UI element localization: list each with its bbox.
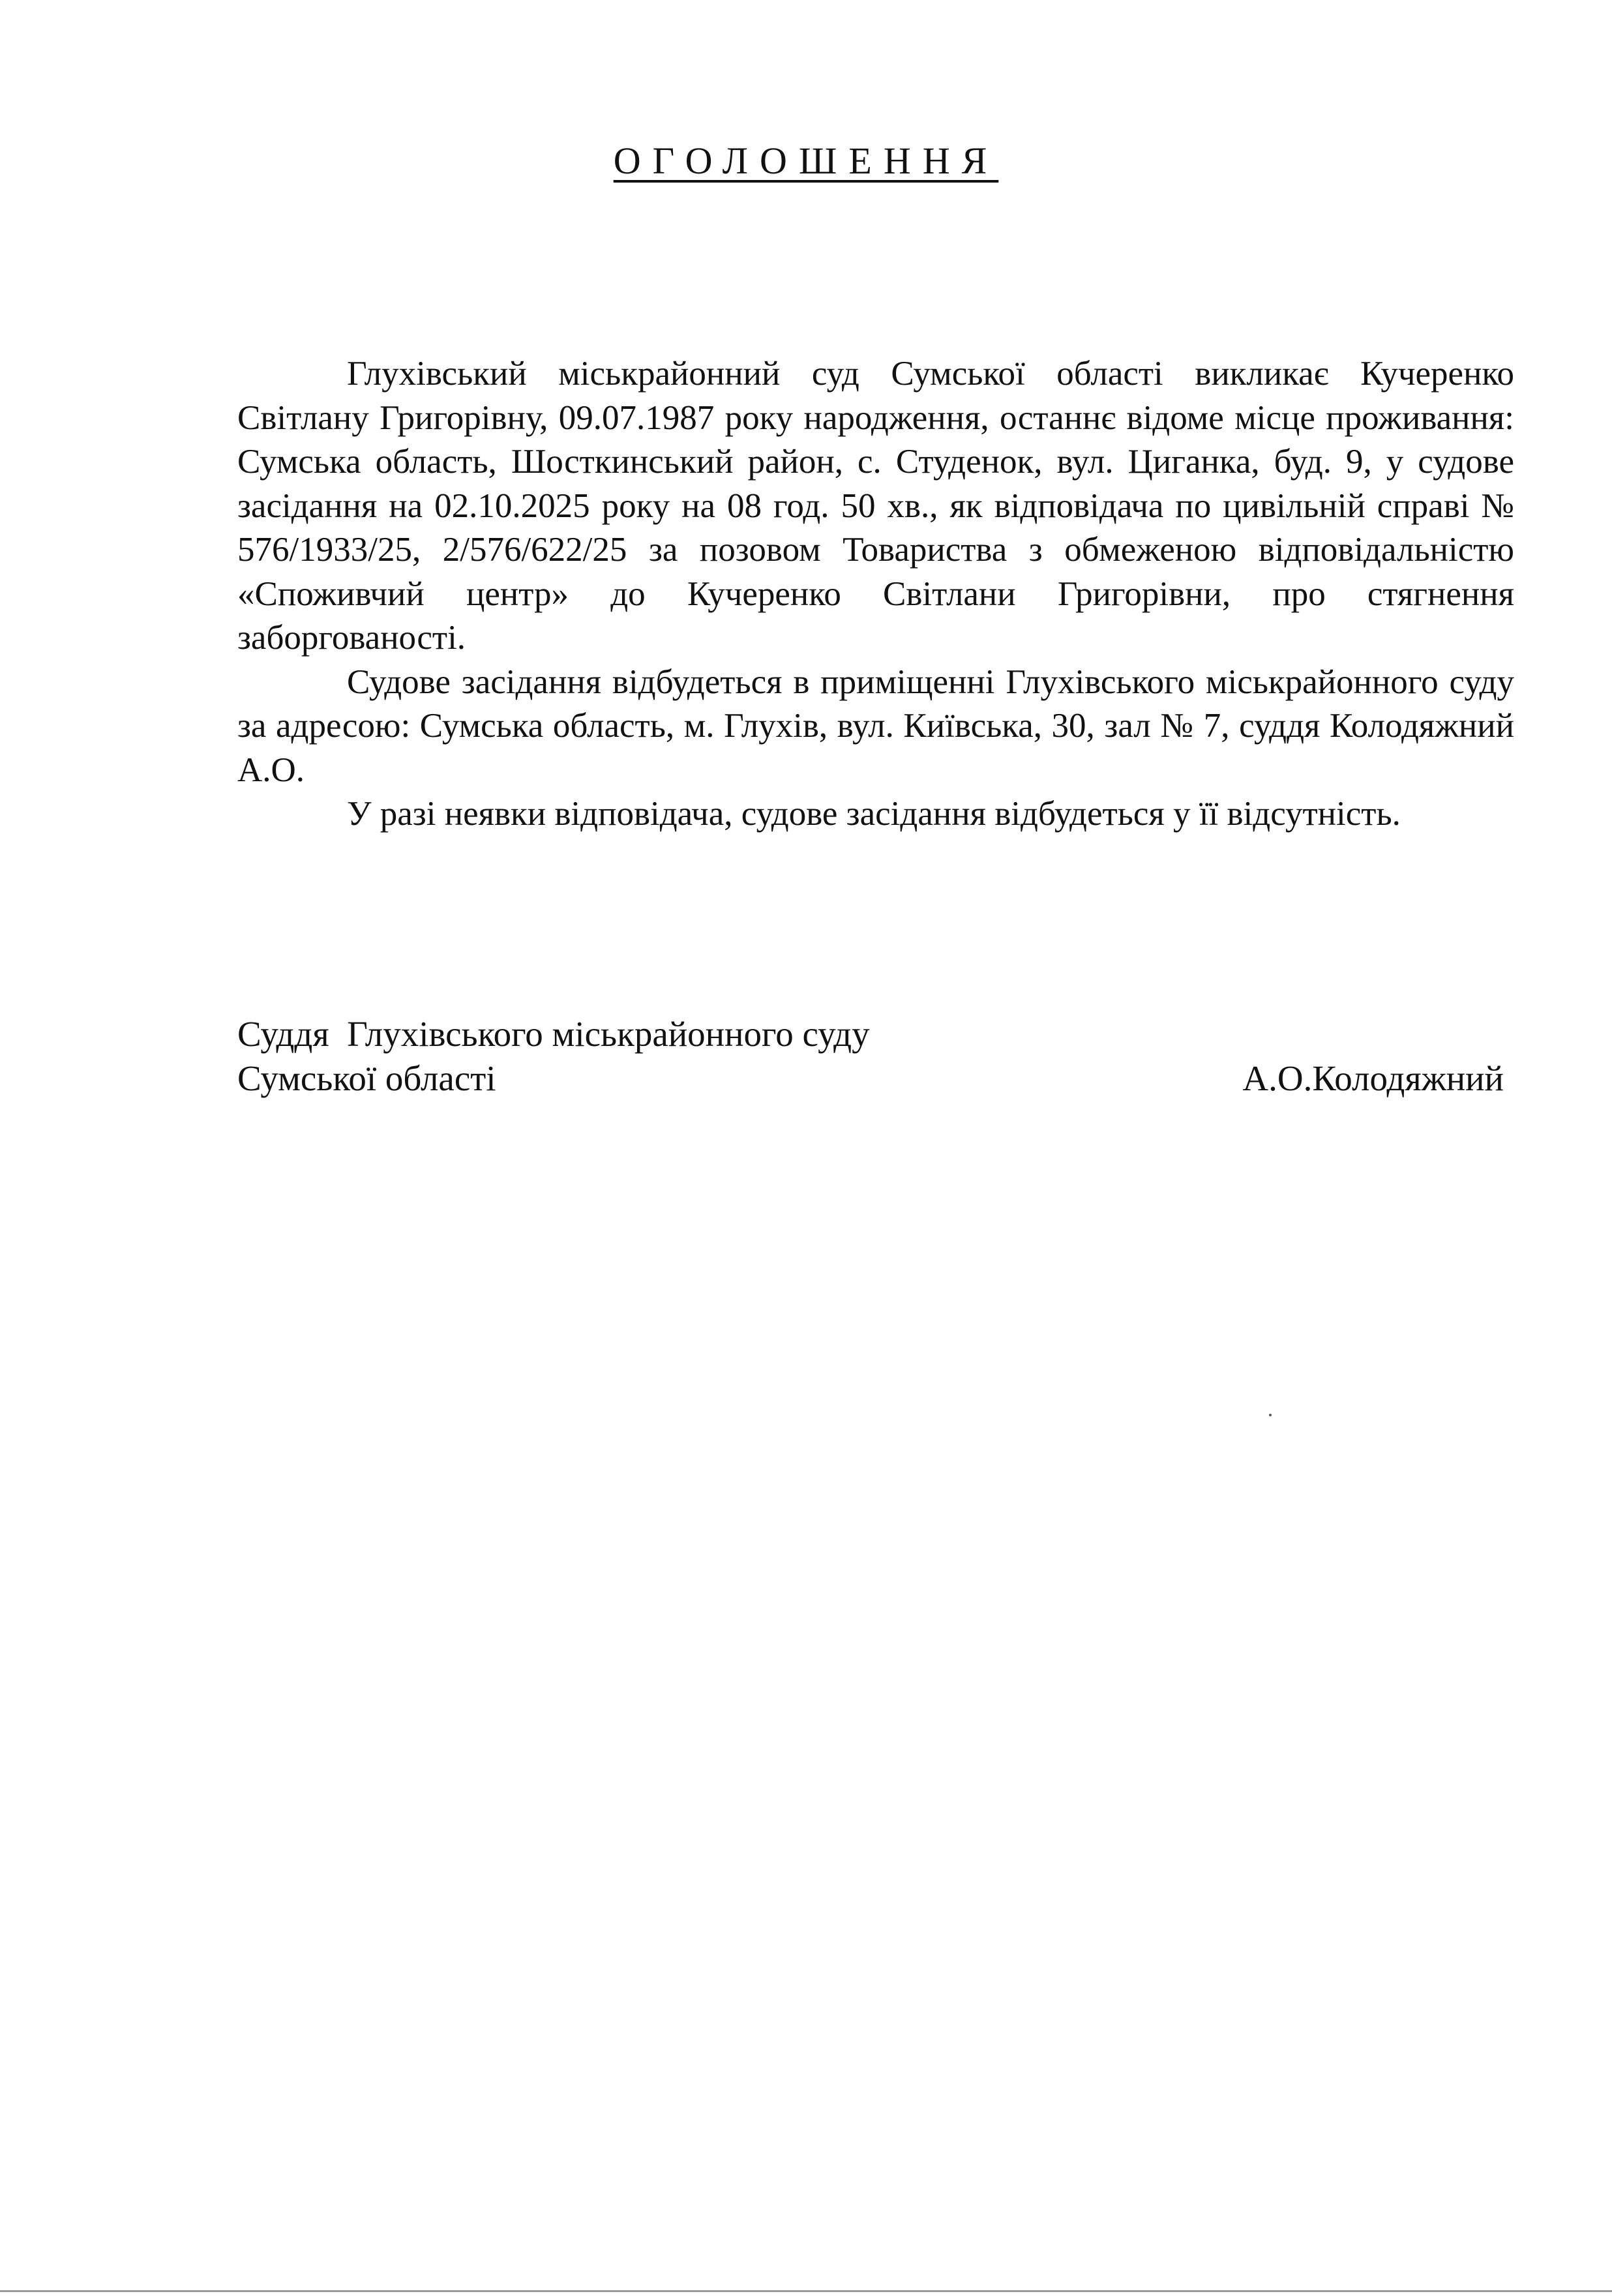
paragraph-summons: Глухівський міськрайонний суд Сумської області викликає Кучеренко Світлану Григорівну, 09.07.1987 року народження, останнє відоме місце проживання: Сумська область, Шосткинський район, с. Студенок, вул. Циганка, буд. 9, у судове засідання на 02.10.2025 року на 08 год. 50 хв., як відповідача по цивільній справі № 576/1933/25, 2/576/622/25 за позовом Товариства з обмеженою відповідальністю «Споживчий центр» до Кучеренко Світлани Григорівни, про стягнення заборгованості. [237,355,1514,657]
signature-line-1 [237,1012,1504,1056]
document-title: ОГОЛОШЕННЯ [613,140,999,182]
paragraph-hearing-location: Судове засідання відбудеться в приміщенні Глухівського міськрайонного суду за адресою: Сумська область, м. Глухів, вул. Київська, 30, зал № 7, суддя Колодяжний А.О. [237,663,1514,789]
paragraph-absence-notice: У разі неявки відповідача, судове засідання відбудеться у її відсутність. [347,795,1401,833]
signature-name: А.О.Колодяжний [1242,1058,1504,1098]
signature-position-line2: Сумської області [237,1058,496,1098]
signature-position-line1: Суддя Глухівського міськрайонного суду [237,1014,870,1054]
scan-edge-line [0,2290,1612,2292]
signature-line-2 [237,1056,1504,1101]
scan-speck [1269,1414,1272,1416]
signature-block [237,1012,1504,1101]
document-body [237,352,1514,837]
